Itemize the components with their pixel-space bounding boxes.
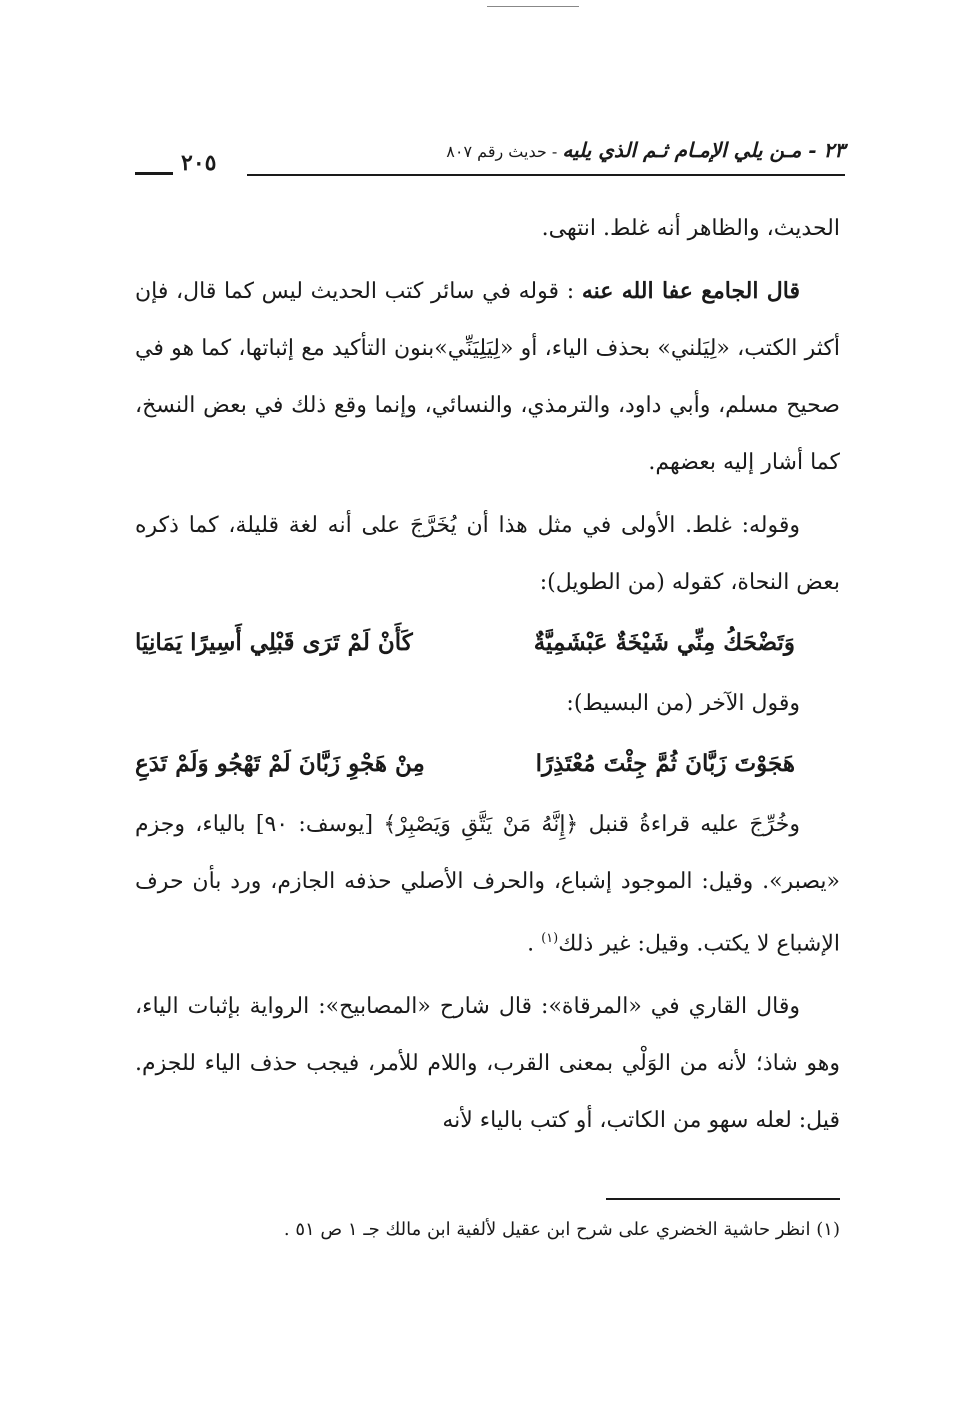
verse-1-second-hemistich: كَأَنْ لَمْ تَرَى قَبْلِي أَسِيرًا يَمَانِيَا (135, 629, 413, 656)
main-text (135, 200, 840, 1149)
paragraph-qunbul (135, 796, 840, 972)
page-number: ٢٠٥ (181, 150, 217, 176)
header-rule (247, 174, 845, 176)
paragraph-qari: وقال القاري في «المرقاة»: قال شارح «المصابيح»: الرواية بإثبات الياء، وهو شاذ؛ لأنه من الوَلْي بمعنى القرب، واللام للأمر، فيجب حذف الياء للجزم. قيل: لعله سهو من الكاتب، أو كتب بالياء لأنه (135, 994, 840, 1134)
footnote: (١) انظر حاشية الخضري على شرح ابن عقيل لألفية ابن مالك جـ ١ ص ٥١ . (283, 1219, 840, 1240)
paragraph-qunbul-text: وخُرِّجَ عليه قراءةُ قنبل ﴿إِنَّهُ مَنْ يَتَّقِ وَيَصْبِرْ﴾ [يوسف: ٩٠] بالياء، وجزم «يصبر». وقيل: الموجود إشباع، والحرف الأصلي حذفه الجازم، ورد بأن حرف الإشباع لا يكتب. وقيل: غير ذلك (135, 812, 840, 957)
running-header (135, 138, 845, 178)
jami-lead: قال الجامع عفا الله عنه (581, 278, 801, 304)
page-number-dash (135, 172, 173, 175)
verse-1-first-hemistich: وَتَضْحَكُ مِنِّي شَيْخَةٌ عَبْشَمِيَّةٌ (533, 629, 795, 656)
chapter-title-text: ٢٣ - مـن يلي الإمـام ثـم الذي يليه (562, 138, 845, 162)
intro-line: الحديث، والظاهر أنه غلط. انتهى. (541, 216, 840, 241)
paragraph-ghalat: وقوله: غلط. الأولى في مثل هذا أن يُخَرَّجَ على أنه لغة قليلة، كما ذكره بعض النحاة، كقوله (من الطويل): (135, 513, 840, 595)
paragraph-qunbul-end: . (527, 931, 542, 957)
paragraph-jami (135, 263, 840, 491)
paragraph-other-poet: وقول الآخر (من البسيط): (566, 691, 800, 716)
verse-2-second-hemistich: مِنْ هَجْوِ زَبَّانَ لَمْ تَهْجُو وَلَمْ تَدَعِ (135, 750, 425, 777)
verse-1 (135, 611, 840, 675)
chapter-title (446, 138, 845, 162)
verse-2 (135, 732, 840, 796)
paragraph-jami-text: : قوله في سائر كتب الحديث ليس كما قال، فإن أكثر الكتب، «لِيَلني» بحذف الياء، أو «لِيَلِيَنِّي»بنون التأكيد مع إثباتها، كما هو في صحيح مسلم، وأبي داود، والترمذي، والنسائي، وإنما وقع ذلك في بعض النسخ، كما أشار إليه بعضهم. (135, 279, 840, 475)
footnote-rule (606, 1198, 840, 1200)
verse-2-first-hemistich: هَجَوْتَ زَبَّانَ ثُمَّ جِئْتَ مُعْتَذِرًا (535, 750, 795, 777)
footnote-marker[interactable]: (١) (541, 931, 559, 946)
top-edge-rule (487, 6, 579, 7)
hadith-number: - حديث رقم ٨٠٧ (446, 142, 563, 161)
